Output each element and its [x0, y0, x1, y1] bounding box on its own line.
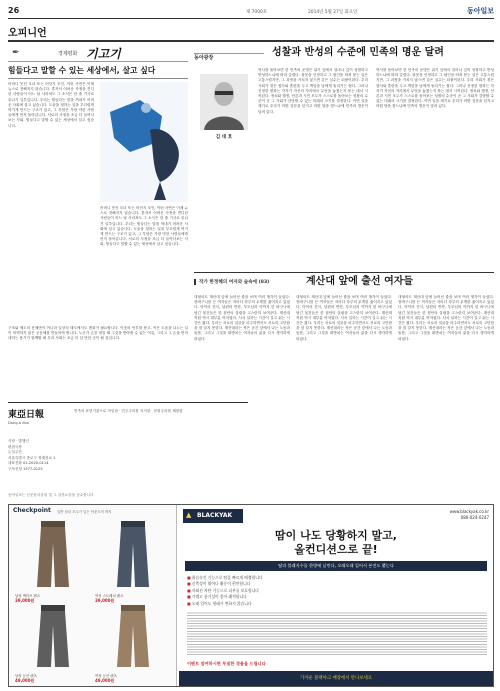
product-name: 남성 액티브 팬츠 [15, 594, 41, 598]
paper-name: 동아일보 [466, 7, 494, 15]
brand-name: BLACKYAK [197, 512, 233, 519]
category-text: 동아광장 [194, 55, 214, 61]
column-body-right: 어머니 못진 모녀 또는 어딘지 모인, 이런 사연은 이제 뉴스로 전해지지 않습니다. 혼자서 어려운 사정을 견디던 사람들이 어느 날 사라져도 그 소식은 한 줄 기사로 끝나기 일쑤입니다. 우리는 힘들다는 말을 꺼내기 어려운 사회에 살고 있습니다. 도움을 청하는 일을 부끄럽게 여기게 만드는 구조가 있고, 그 부담은 가장 약한 사람들에게 먼저 돌아갑니다. 서로의 사정을 조금 더 들여다보는 사회, 힘들다고 말할 수 있는 세상에서 살고 싶습니다. [100, 206, 188, 247]
logo-text: 東亞日報 [8, 410, 45, 420]
product-price: 39,000원 [95, 598, 115, 603]
pants-image [15, 603, 91, 669]
brand-phone: 080-024-0247 [460, 515, 489, 520]
product-price: 49,000원 [95, 678, 115, 683]
ad-footer-line: 가까운 블랙야크 매장에서 만나보세요 [299, 676, 373, 681]
product-name: 남성 등산 팬츠 [15, 674, 37, 678]
product-tile[interactable] [95, 519, 171, 603]
product-price: 39,000원 [15, 598, 35, 603]
check-icon: ■ [187, 575, 192, 580]
ad-fine-print [187, 611, 487, 657]
author-name: 김 대 호 [215, 135, 233, 140]
column-body: 어머니 못진 모녀 또는 어딘지 모인, 이런 사연은 이제 뉴스로 전해지지 않습니다. 혼자서 어려운 사정을 견디던 사람들이 어느 날 사라져도 그 소식은 한 줄 기사로 끝나기 일쑤입니다. 우리는 힘들다는 말을 꺼내기 어려운 사회에 살고 있습니다. 도움을 청하는 일을 부끄럽게 여기게 만드는 구조가 있고, 그 부담은 가장 약한 사람들에게 먼저 돌아갑니다. 서로의 사정을 조금 더 들여다보는 사회, 힘들다고 말할 수 있는 세상에서 살고 싶습니다. [8, 82, 94, 128]
ad-event-line[interactable]: 이벤트 참여하시면 푸짐한 경품을 드립니다 [187, 661, 266, 666]
ad-bullet: ■ 오래 입어도 형태가 변하지 않습니다 [187, 600, 252, 606]
series-prefix: 경제평화 [58, 51, 78, 57]
pants-image [15, 519, 91, 589]
press-info-line: 사장 · 발행인 [8, 439, 29, 443]
product-name: 여성 스트레치 팬츠 [95, 594, 124, 598]
issue-date: 2014년 5월 27일 화요일 [308, 10, 358, 15]
check-icon: ■ [187, 594, 192, 600]
press-footer-note: 동아일보는 신문윤리강령 및 그 실천요강을 준수합니다 [8, 493, 94, 497]
feature-body-2: 대형마트 계산대 앞에 늘어선 줄을 보며 여러 생각이 들었다. 장바구니를 든 여자들은 저마다 하루의 무게를 짊어지고 있었다. 아이의 간식, 남편의 반찬, 부모님의 약까지 한 바구니에 담긴 물건들은 한 집안의 살림을 고스란히 보여준다. 계산대 직원 역시 대부분 여자였다. 서서 일하는 시간이 길고 쉬는 시간은 짧다. 우리는 서로의 얼굴을 마주하면서도 서로의 고단함을 잘 알지 못한다. 계산대라는 작은 공간 앞에서 나는 노동과 돌봄, 그리고 그것을 떠받치는 여자들의 삶을 다시 생각하게 되었다. [296, 295, 392, 341]
section-title: 오피니언 [8, 28, 47, 39]
feature-headline: 계산대 앞에 출선 여자들 [306, 276, 414, 287]
press-info-line: 대표전화 02-2020-0114 [8, 461, 49, 465]
issue-number: 제 7000호 [246, 10, 268, 15]
brand-logo [183, 509, 243, 523]
ad-bullet: ■ 흡습속건 기능으로 땀을 빠르게 배출합니다 [187, 575, 263, 580]
headline-rule [8, 78, 188, 79]
column-body-bottom: 구조와 제도의 문제만이 아니라 일상의 태도에서도 변화가 필요합니다. 이웃의 안부를 묻고, 작은 도움을 나누는 일이 어색하지 않은 공동체를 만들어야 합니다. 누군가 손을 내밀 때 그것을 받아줄 수 있는 여유, 그리고 그 손을 먼저 내미는 용기가 함께할 때 우리 사회는 조금 더 살 만한 곳이 될 것입니다. [8, 326, 188, 341]
ad-footer-bar [179, 671, 493, 686]
category-label [194, 44, 264, 61]
author-portrait [200, 74, 248, 130]
advertisement [8, 504, 494, 687]
yak-logo-icon: ▲ [186, 511, 192, 519]
header-rule [8, 18, 494, 19]
check-icon: ■ [187, 587, 192, 593]
ad-subhead-bar [185, 561, 487, 571]
ad-bullet-list [187, 575, 487, 607]
checkpoint-caption: 일반 남녀 모두가 입는 아웃도어 바지 [57, 510, 112, 514]
pants-image [95, 603, 171, 669]
pen-icon: ✒ [12, 48, 20, 58]
ad-bullet: ■ 자외선 차단 기능으로 피부를 보호합니다 [187, 587, 259, 593]
ad-headline-2: 올컨디션으로 끝! [294, 543, 378, 556]
column-left [8, 44, 188, 444]
column-right-headline: 성찰과 반성의 수준에 민족의 명운 달려 [272, 47, 444, 58]
column-illustration [100, 82, 188, 202]
page-header [8, 6, 494, 22]
product-name: 여성 등산 팬츠 [95, 674, 117, 678]
ad-blackyak-panel [179, 505, 493, 686]
page-number: 26 [8, 6, 20, 15]
series-name: 기고기 [86, 47, 121, 61]
feature-body-1: 대형마트 계산대 앞에 늘어선 줄을 보며 여러 생각이 들었다. 장바구니를 든 여자들은 저마다 하루의 무게를 짊어지고 있었다. 아이의 간식, 남편의 반찬, 부모님의 약까지 한 바구니에 담긴 물건들은 한 집안의 살림을 고스란히 보여준다. 계산대 직원 역시 대부분 여자였다. 서서 일하는 시간이 길고 쉬는 시간은 짧다. 우리는 서로의 얼굴을 마주하면서도 서로의 고단함을 잘 알지 못한다. 계산대라는 작은 공간 앞에서 나는 노동과 돌봄, 그리고 그것을 떠받치는 여자들의 삶을 다시 생각하게 되었다. [194, 295, 290, 341]
newspaper-logo [8, 407, 70, 437]
ad-checkpoint-panel [9, 505, 177, 686]
ad-headline-1: 땀이 나도 당황하지 말고, [275, 529, 397, 542]
series-header [8, 44, 188, 62]
column-right [194, 44, 494, 270]
press-info-line: 서울특별시 종로구 청계천로 1 [8, 455, 56, 460]
column-right-body-1: 역사를 돌아보면 한 민족의 운명은 위기 앞에서 얼마나 깊이 성찰하고 반성하느냐에 따라 갈렸다. 잘못을 인정하고 그 원인을 따져 묻는 일은 고통스럽지만, 그 과정을 거치지 않으면 같은 실수는 되풀이된다. 우리 사회가 겪은 참사와 혼란을 두고 책임을 남에게 돌리기는 쉽다. 그러나 진정한 변화는 각자가 자신의 자리에서 무엇을 놓쳤는지 묻는 데서 시작된다. 정치와 행정, 언론과 시민 모두가 스스로를 돌아보는 성찰의 수준이 곧 그 사회가 감당할 수 있는 미래의 크기를 결정한다. 이번 일을 계기로 우리가 어떤 질문을 던지고 어떤 답을 찾느냐에 민족의 명운이 달려 있다. [258, 68, 368, 114]
product-tile[interactable] [95, 603, 171, 683]
checkpoint-label: Checkpoint [13, 507, 51, 514]
press-info-line: 구독신청 1577-0125 [8, 466, 43, 471]
author-photo [200, 74, 248, 130]
press-info-line: 논설주간 [8, 450, 22, 454]
product-tile[interactable] [15, 519, 91, 603]
ad-bullet: ■ 신축성이 뛰어나 활동이 편안합니다 [187, 581, 251, 587]
pants-image [95, 519, 171, 589]
feature-body-3: 대형마트 계산대 앞에 늘어선 줄을 보며 여러 생각이 들었다. 장바구니를 든 여자들은 저마다 하루의 무게를 짊어지고 있었다. 아이의 간식, 남편의 반찬, 부모님의 약까지 한 바구니에 담긴 물건들은 한 집안의 살림을 고스란히 보여준다. 계산대 직원 역시 대부분 여자였다. 서서 일하는 시간이 길고 쉬는 시간은 짧다. 우리는 서로의 얼굴을 마주하면서도 서로의 고단함을 잘 알지 못한다. 계산대라는 작은 공간 앞에서 나는 노동과 돌봄, 그리고 그것을 떠받치는 여자들의 삶을 다시 생각하게 되었다. [398, 295, 494, 341]
ad-bullet: ■ 가볍고 통기성이 좋아 쾌적합니다 [187, 594, 247, 600]
logo-sub: Dong-A Ilbo [8, 421, 29, 425]
column-right-body-2: 역사를 돌아보면 한 민족의 운명은 위기 앞에서 얼마나 깊이 성찰하고 반성하느냐에 따라 갈렸다. 잘못을 인정하고 그 원인을 따져 묻는 일은 고통스럽지만, 그 과정을 거치지 않으면 같은 실수는 되풀이된다. 우리 사회가 겪은 참사와 혼란을 두고 책임을 남에게 돌리기는 쉽다. 그러나 진정한 변화는 각자가 자신의 자리에서 무엇을 놓쳤는지 묻는 데서 시작된다. 정치와 행정, 언론과 시민 모두가 스스로를 돌아보는 성찰의 수준이 곧 그 사회가 감당할 수 있는 미래의 크기를 결정한다. 이번 일을 계기로 우리가 어떤 질문을 던지고 어떤 답을 찾느냐에 민족의 명운이 달려 있다. [376, 68, 494, 109]
feature-article [194, 272, 494, 500]
product-tile[interactable] [15, 603, 91, 683]
ad-subhead: 땀과 불쾌지수를 한방에 날린다, 오래오래 입어서 본전도 뽑는다 [278, 563, 394, 568]
shadow-figure-illustration [100, 82, 188, 202]
check-icon: ■ [187, 581, 192, 587]
brand-url[interactable]: www.blackyak.co.kr [449, 509, 489, 514]
press-info-line: 편집국장 [8, 444, 22, 449]
product-price: 49,000원 [15, 678, 35, 683]
check-icon: ■ [187, 600, 192, 606]
feature-series-label: 작가 한정혜의 여자와 숲속에 (83) [194, 279, 304, 285]
section-rule [8, 40, 494, 42]
column-headline: 힘들다고 말할 수 있는 세상에서, 살고 싶다 [8, 66, 156, 75]
press-motto: 민족의 표현기관으로 자임함 · 민주주의를 지지함 · 문화주의를 제창함 [74, 409, 183, 413]
